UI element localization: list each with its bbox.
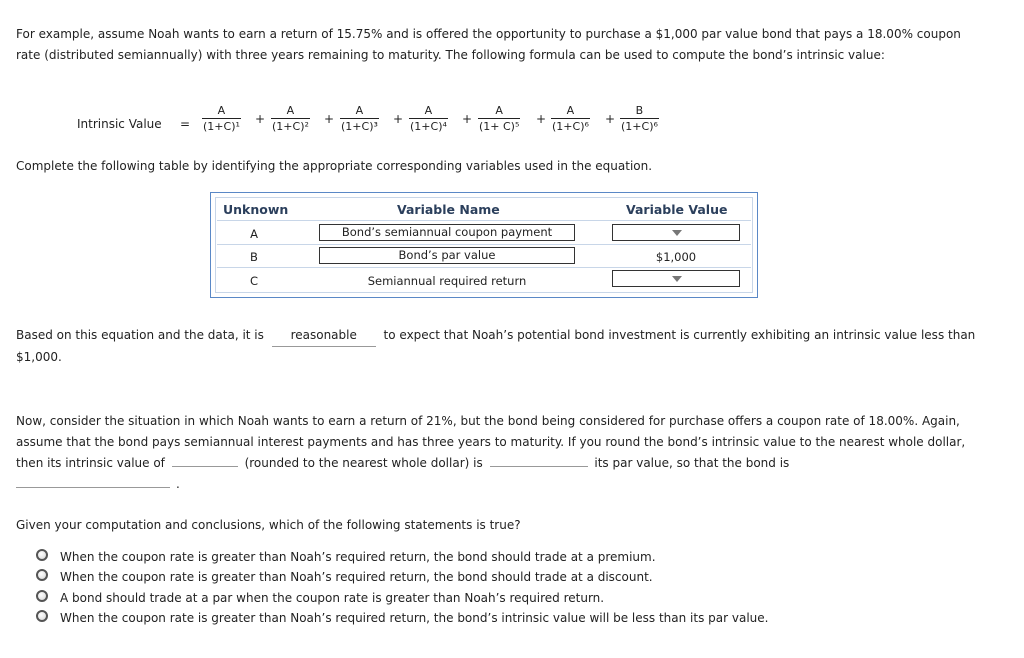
variable-name-c: Semiannual required return (367, 274, 527, 288)
radio-button[interactable] (36, 569, 48, 581)
formula-equals: = (180, 117, 191, 131)
reasonable-dropdown[interactable]: reasonable (272, 325, 376, 347)
header-unknown: Unknown (223, 202, 289, 217)
based-paragraph: Based on this equation and the data, it is reasonable to expect that Noah’s potential bond investment is currently exhibiting an intrinsic value less than $1,000. (16, 325, 976, 368)
header-variable-value: Variable Value (626, 202, 728, 217)
radio-button[interactable] (36, 590, 48, 602)
formula-term-2: $\frac{A}{\text{(1+C)²}}$ (272, 104, 309, 133)
radio-button[interactable] (36, 610, 48, 622)
table-instructions: Complete the following table by identifying the appropriate corresponding variables used in the equation. (16, 159, 653, 173)
formula-term-4: $\frac{A}{\text{(1+C)⁴}}$ (410, 104, 447, 133)
formula-plus: + (393, 112, 404, 126)
question-text: Given your computation and conclusions, which of the following statements is true? (16, 518, 521, 532)
formula-term-5: $\frac{A}{\text{(1+ C)⁵}}$ (479, 104, 520, 133)
intro-paragraph: For example, assume Noah wants to earn a return of 15.75% and is offered the opportunity to purchase a $1,000 par value bond that pays a 18.00% coupon rate (distributed semiannually) with three years remaining to maturity. The following formula can be used to compute the bond’s intrinsic value: (16, 27, 961, 62)
unknown-b: B (250, 250, 258, 264)
intrinsic-value-formula (0, 104, 1024, 144)
radio-button[interactable] (36, 549, 48, 561)
formula-plus: + (605, 112, 616, 126)
header-variable-name: Variable Name (397, 202, 500, 217)
unknown-a: A (250, 227, 258, 241)
dropdown-arrow-icon (672, 230, 682, 236)
unknown-c: C (249, 274, 259, 288)
formula-term-1: $\frac{A}{\text{(1+C)¹}}$ (203, 104, 240, 133)
formula-term-3: $\frac{A}{\text{(1+C)³}}$ (341, 104, 378, 133)
formula-plus: + (255, 112, 266, 126)
variables-table (210, 192, 758, 298)
formula-plus: + (536, 112, 547, 126)
variable-value-b: $1,000 (655, 250, 697, 264)
variable-value-a-dropdown[interactable] (612, 224, 740, 241)
comparison-dropdown[interactable] (490, 466, 588, 467)
formula-plus: + (324, 112, 335, 126)
formula-label: Intrinsic Value (77, 117, 162, 131)
now-paragraph: Now, consider the situation in which Noah wants to earn a return of 21%, but the bond being considered for purchase offers a coupon rate of 18.00%. Again, assume that the bond pays semiannual interest payments and has three years to maturity. If you round the bond’s intrinsic value to the nearest whole dollar, then its intrinsic value of (rounded to the nearest whole dollar) is its par value, so that the bond is . (16, 414, 966, 491)
trade-status-dropdown[interactable] (16, 487, 170, 488)
dropdown-arrow-icon (672, 276, 682, 282)
formula-plus: + (462, 112, 473, 126)
variable-value-c-dropdown[interactable] (612, 270, 740, 287)
variable-name-a: Bond’s semiannual coupon payment (319, 224, 575, 241)
formula-term-6: $\frac{A}{\text{(1+C)⁶}}$ (552, 104, 589, 133)
variable-name-b: Bond’s par value (319, 247, 575, 264)
intrinsic-value-input[interactable] (172, 466, 238, 467)
formula-term-7: $\frac{B}{\text{(1+C)⁶}}$ (621, 104, 658, 133)
